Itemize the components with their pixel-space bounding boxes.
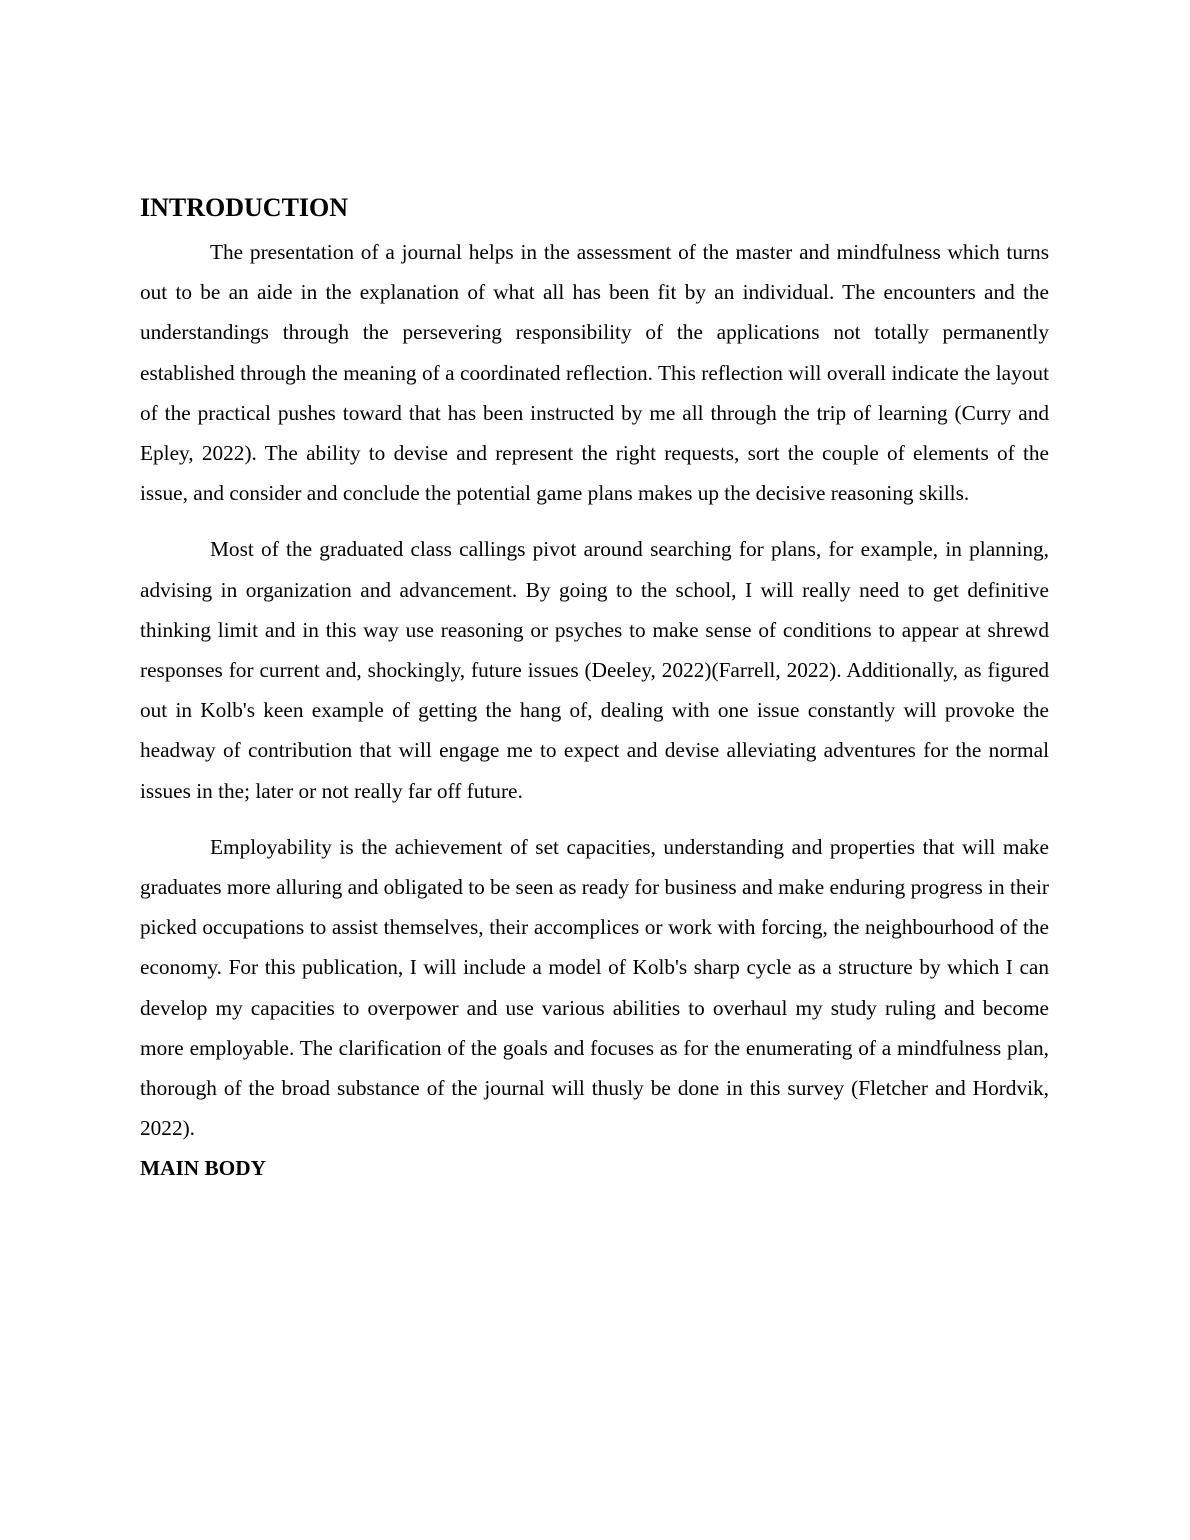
main-body-heading: MAIN BODY: [140, 1156, 267, 1181]
paragraph-2: Most of the graduated class callings pivot around searching for plans, for example, in planning, advising in organization and advancement. By going to the school, I will really need to get definitive thinking limit and in this way use reasoning or psyches to make sense of conditions to appear at shrewd responses for current and, shockingly, future issues (Deeley, 2022)(Farrell, 2022). Additionally, as figured out in Kolb's keen example of getting the hang of, dealing with one issue constantly will provoke the headway of contribution that will engage me to expect and devise alleviating adventures for the normal issues in the; later or not really far off future.: [140, 537, 1049, 803]
paragraph-1: The presentation of a journal helps in the assessment of the master and mindfulness which turns out to be an aide in the explanation of what all has been fit by an individual. The encounters and the understandings through the persevering responsibility of the applications not totally permanently established through the meaning of a coordinated reflection. This reflection will overall indicate the layout of the practical pushes toward that has been instructed by me all through the trip of learning (Curry and Epley, 2022). The ability to devise and represent the right requests, sort the couple of elements of the issue, and consider and conclude the potential game plans makes up the decisive reasoning skills.: [140, 240, 1049, 506]
introduction-heading: INTRODUCTION: [140, 193, 349, 222]
paragraph-3: Employability is the achievement of set capacities, understanding and properties that will make graduates more alluring and obligated to be seen as ready for business and make enduring progress in their picked occupations to assist themselves, their accomplices or work with forcing, the neighbourhood of the economy. For this publication, I will include a model of Kolb's sharp cycle as a structure by which I can develop my capacities to overpower and use various abilities to overhaul my study ruling and become more employable. The clarification of the goals and focuses as for the enumerating of a mindfulness plan, thorough of the broad substance of the journal will thusly be done in this survey (Fletcher and Hordvik, 2022).: [140, 834, 1049, 1141]
document-page: [140, 192, 1049, 1188]
